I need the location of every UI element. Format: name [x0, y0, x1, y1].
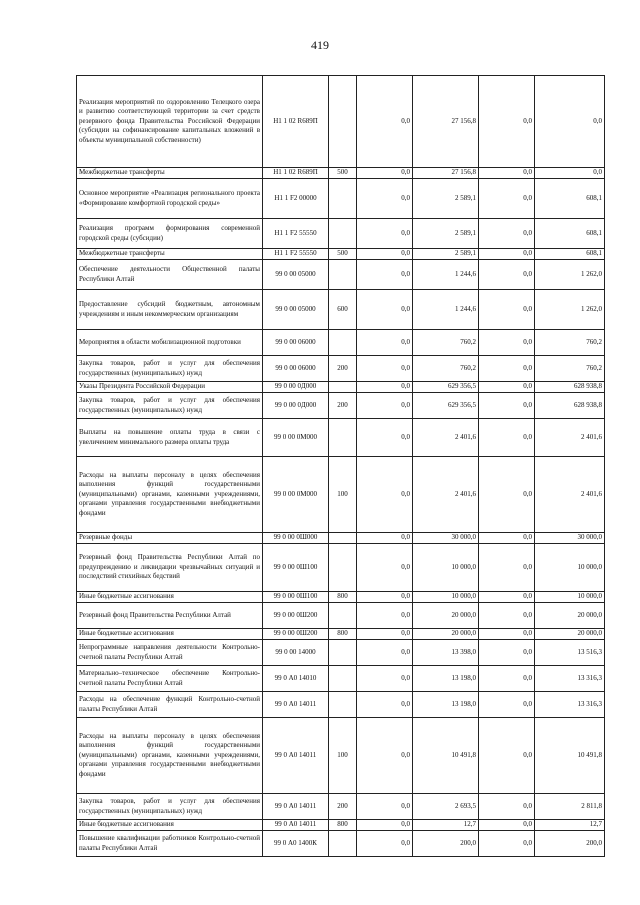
- row-name: Реализация мероприятий по оздоровлению Телецкого озера и развитию соответствующей территории за счет средств резервного фонда Правительства Российской Федерации (субсидии на софинансирование капитальных вложений в объекты муниципальной собственности): [77, 76, 263, 168]
- row-value-2: 27 156,8: [413, 168, 479, 179]
- row-expense-type: 800: [329, 629, 357, 640]
- row-value-3: 0,0: [479, 629, 535, 640]
- page-number: 419: [311, 38, 329, 52]
- row-name: Указы Президента Российской Федерации: [77, 382, 263, 393]
- row-name: Обеспечение деятельности Общественной палаты Республики Алтай: [77, 260, 263, 290]
- row-value-3: 0,0: [479, 640, 535, 666]
- row-value-2: 10 000,0: [413, 592, 479, 603]
- table-row: [77, 382, 605, 393]
- row-value-1: 0,0: [357, 249, 413, 260]
- row-value-3: 0,0: [479, 260, 535, 290]
- row-code: Н1 1 F2 55550: [263, 219, 329, 249]
- table-row: [77, 457, 605, 533]
- row-value-2: 2 589,1: [413, 219, 479, 249]
- row-value-4: 13 316,3: [535, 692, 605, 718]
- row-expense-type: [329, 219, 357, 249]
- row-value-1: 0,0: [357, 794, 413, 820]
- row-value-4: 13 316,3: [535, 666, 605, 692]
- row-value-3: 0,0: [479, 457, 535, 533]
- row-value-4: 628 938,8: [535, 393, 605, 419]
- row-value-3: 0,0: [479, 219, 535, 249]
- row-value-1: 0,0: [357, 219, 413, 249]
- row-code: 99 0 00 05000: [263, 290, 329, 330]
- row-value-2: 2 589,1: [413, 249, 479, 260]
- row-value-2: 13 198,0: [413, 666, 479, 692]
- row-name: Мероприятия в области мобилизационной подготовки: [77, 330, 263, 356]
- row-value-3: 0,0: [479, 533, 535, 544]
- row-value-1: 0,0: [357, 533, 413, 544]
- row-value-2: 760,2: [413, 330, 479, 356]
- row-value-4: 30 000,0: [535, 533, 605, 544]
- row-value-3: 0,0: [479, 820, 535, 831]
- row-code: 99 0 А0 14011: [263, 718, 329, 794]
- row-code: Н1 1 F2 55550: [263, 249, 329, 260]
- budget-table: [76, 75, 605, 857]
- row-value-2: 629 356,5: [413, 393, 479, 419]
- row-value-2: 20 000,0: [413, 629, 479, 640]
- row-value-1: 0,0: [357, 290, 413, 330]
- row-value-2: 760,2: [413, 356, 479, 382]
- row-expense-type: 200: [329, 393, 357, 419]
- row-value-3: 0,0: [479, 666, 535, 692]
- row-code: 99 0 00 05000: [263, 260, 329, 290]
- row-value-1: 0,0: [357, 666, 413, 692]
- row-value-4: 0,0: [535, 168, 605, 179]
- row-name: Резервные фонды: [77, 533, 263, 544]
- row-value-1: 0,0: [357, 629, 413, 640]
- row-value-4: 760,2: [535, 330, 605, 356]
- row-code: 99 0 А0 14011: [263, 794, 329, 820]
- row-code: 99 0 00 0М000: [263, 457, 329, 533]
- row-name: Расходы на выплаты персоналу в целях обеспечения выполнения функций государственными (муниципальными) органами, казенными учреждениями, органами управления государственными внебюджетными фондами: [77, 457, 263, 533]
- row-value-4: 608,1: [535, 219, 605, 249]
- row-value-2: 30 000,0: [413, 533, 479, 544]
- row-code: 99 0 А0 14011: [263, 692, 329, 718]
- table-row: [77, 640, 605, 666]
- row-value-4: 20 000,0: [535, 629, 605, 640]
- row-value-1: 0,0: [357, 640, 413, 666]
- row-value-4: 13 516,3: [535, 640, 605, 666]
- row-code: 99 0 00 0Ш200: [263, 603, 329, 629]
- row-code: 99 0 А0 14011: [263, 820, 329, 831]
- row-code: 99 0 00 0Ш200: [263, 629, 329, 640]
- row-name: Непрограммные направления деятельности Контрольно-счетной палаты Республики Алтай: [77, 640, 263, 666]
- row-value-4: 760,2: [535, 356, 605, 382]
- row-name: Выплаты на повышение оплаты труда в связи с увеличением минимального размера оплаты труда: [77, 419, 263, 457]
- row-expense-type: [329, 382, 357, 393]
- row-value-2: 1 244,6: [413, 260, 479, 290]
- table-row: [77, 544, 605, 592]
- table-row: [77, 794, 605, 820]
- row-expense-type: 800: [329, 592, 357, 603]
- row-value-1: 0,0: [357, 457, 413, 533]
- row-value-1: 0,0: [357, 692, 413, 718]
- table-body: [77, 76, 605, 857]
- row-name: Повышение квалификации работников Контрольно-счетной палаты Республики Алтай: [77, 831, 263, 857]
- row-value-3: 0,0: [479, 382, 535, 393]
- table-row: [77, 356, 605, 382]
- row-code: 99 0 00 0Д000: [263, 393, 329, 419]
- row-expense-type: [329, 544, 357, 592]
- row-name: Предоставление субсидий бюджетным, автономным учреждениям и иным некоммерческим организациям: [77, 290, 263, 330]
- row-value-4: 200,0: [535, 831, 605, 857]
- row-value-4: 2 401,6: [535, 419, 605, 457]
- row-expense-type: 600: [329, 290, 357, 330]
- row-code: 99 0 00 06000: [263, 330, 329, 356]
- row-value-3: 0,0: [479, 290, 535, 330]
- row-value-2: 2 693,5: [413, 794, 479, 820]
- row-expense-type: [329, 179, 357, 219]
- row-value-2: 200,0: [413, 831, 479, 857]
- row-value-2: 2 401,6: [413, 419, 479, 457]
- row-value-2: 629 356,5: [413, 382, 479, 393]
- table-row: [77, 179, 605, 219]
- row-code: Н1 1 02 R689П: [263, 76, 329, 168]
- table-row: [77, 419, 605, 457]
- row-value-1: 0,0: [357, 419, 413, 457]
- table-row: [77, 718, 605, 794]
- row-name: Межбюджетные трансферты: [77, 168, 263, 179]
- row-expense-type: [329, 692, 357, 718]
- row-value-3: 0,0: [479, 393, 535, 419]
- row-code: Н1 1 02 R689П: [263, 168, 329, 179]
- table-row: [77, 629, 605, 640]
- row-value-2: 1 244,6: [413, 290, 479, 330]
- row-expense-type: [329, 330, 357, 356]
- row-value-2: 10 491,8: [413, 718, 479, 794]
- row-value-1: 0,0: [357, 76, 413, 168]
- row-value-2: 27 156,8: [413, 76, 479, 168]
- row-name: Резервный фонд Правительства Республики Алтай: [77, 603, 263, 629]
- row-expense-type: 200: [329, 794, 357, 820]
- row-value-2: 13 198,0: [413, 692, 479, 718]
- row-code: 99 0 А0 14010: [263, 666, 329, 692]
- row-name: Расходы на обеспечение функций Контрольно-счетной палаты Республики Алтай: [77, 692, 263, 718]
- row-name: Материально–техническое обеспечение Контрольно-счетной палаты Республики Алтай: [77, 666, 263, 692]
- row-expense-type: [329, 666, 357, 692]
- row-value-4: 1 262,0: [535, 290, 605, 330]
- row-value-3: 0,0: [479, 356, 535, 382]
- row-name: Иные бюджетные ассигнования: [77, 629, 263, 640]
- row-value-3: 0,0: [479, 603, 535, 629]
- row-expense-type: 500: [329, 168, 357, 179]
- table-row: [77, 249, 605, 260]
- row-expense-type: [329, 640, 357, 666]
- row-value-3: 0,0: [479, 419, 535, 457]
- row-name: Закупка товаров, работ и услуг для обеспечения государственных (муниципальных) нужд: [77, 356, 263, 382]
- row-value-1: 0,0: [357, 393, 413, 419]
- row-expense-type: [329, 831, 357, 857]
- row-value-2: 12,7: [413, 820, 479, 831]
- row-expense-type: [329, 419, 357, 457]
- row-code: 99 0 00 06000: [263, 356, 329, 382]
- row-value-1: 0,0: [357, 356, 413, 382]
- row-value-1: 0,0: [357, 260, 413, 290]
- row-value-4: 628 938,8: [535, 382, 605, 393]
- row-expense-type: 500: [329, 249, 357, 260]
- row-value-3: 0,0: [479, 179, 535, 219]
- row-value-3: 0,0: [479, 330, 535, 356]
- row-name: Реализация программ формирования современной городской среды (субсидии): [77, 219, 263, 249]
- row-value-3: 0,0: [479, 76, 535, 168]
- row-code: 99 0 00 0Ш000: [263, 533, 329, 544]
- row-value-1: 0,0: [357, 820, 413, 831]
- row-expense-type: [329, 260, 357, 290]
- row-value-1: 0,0: [357, 592, 413, 603]
- table-row: [77, 692, 605, 718]
- row-value-4: 10 491,8: [535, 718, 605, 794]
- row-expense-type: 100: [329, 457, 357, 533]
- row-value-3: 0,0: [479, 794, 535, 820]
- row-expense-type: 100: [329, 718, 357, 794]
- row-value-3: 0,0: [479, 544, 535, 592]
- row-value-1: 0,0: [357, 603, 413, 629]
- row-name: Резервный фонд Правительства Республики Алтай по предупреждению и ликвидации чрезвычайных ситуаций и последствий стихийных бедствий: [77, 544, 263, 592]
- row-value-4: 0,0: [535, 76, 605, 168]
- row-value-1: 0,0: [357, 330, 413, 356]
- table-row: [77, 820, 605, 831]
- row-value-4: 12,7: [535, 820, 605, 831]
- row-value-2: 10 000,0: [413, 544, 479, 592]
- row-name: Основное мероприятие «Реализация регионального проекта «Формирование комфортной городской среды»: [77, 179, 263, 219]
- table-row: [77, 168, 605, 179]
- row-value-3: 0,0: [479, 692, 535, 718]
- row-name: Иные бюджетные ассигнования: [77, 592, 263, 603]
- row-value-3: 0,0: [479, 168, 535, 179]
- row-value-4: 608,1: [535, 249, 605, 260]
- row-value-2: 13 398,0: [413, 640, 479, 666]
- row-value-1: 0,0: [357, 382, 413, 393]
- row-value-1: 0,0: [357, 168, 413, 179]
- table-row: [77, 603, 605, 629]
- table-row: [77, 393, 605, 419]
- row-value-4: 20 000,0: [535, 603, 605, 629]
- row-value-4: 10 000,0: [535, 592, 605, 603]
- row-code: 99 0 00 0Ш100: [263, 544, 329, 592]
- row-expense-type: 800: [329, 820, 357, 831]
- row-value-4: 10 000,0: [535, 544, 605, 592]
- table-row: [77, 666, 605, 692]
- row-value-4: 2 401,6: [535, 457, 605, 533]
- table-row: [77, 290, 605, 330]
- row-value-3: 0,0: [479, 592, 535, 603]
- row-expense-type: [329, 76, 357, 168]
- row-name: Расходы на выплаты персоналу в целях обеспечения выполнения функций государственными (муниципальными) органами, казенными учреждениями, органами управления государственными внебюджетными фондами: [77, 718, 263, 794]
- row-value-1: 0,0: [357, 718, 413, 794]
- row-value-4: 2 811,8: [535, 794, 605, 820]
- row-expense-type: 200: [329, 356, 357, 382]
- row-code: 99 0 00 14000: [263, 640, 329, 666]
- row-code: 99 0 00 0Д000: [263, 382, 329, 393]
- table-row: [77, 592, 605, 603]
- row-value-1: 0,0: [357, 831, 413, 857]
- row-name: Иные бюджетные ассигнования: [77, 820, 263, 831]
- row-name: Межбюджетные трансферты: [77, 249, 263, 260]
- row-name: Закупка товаров, работ и услуг для обеспечения государственных (муниципальных) нужд: [77, 393, 263, 419]
- row-value-4: 1 262,0: [535, 260, 605, 290]
- row-expense-type: [329, 533, 357, 544]
- table-row: [77, 831, 605, 857]
- row-code: Н1 1 F2 00000: [263, 179, 329, 219]
- row-value-3: 0,0: [479, 249, 535, 260]
- row-value-3: 0,0: [479, 831, 535, 857]
- row-value-2: 2 589,1: [413, 179, 479, 219]
- table-row: [77, 219, 605, 249]
- row-value-1: 0,0: [357, 179, 413, 219]
- row-code: 99 0 00 0М000: [263, 419, 329, 457]
- row-code: 99 0 А0 1400К: [263, 831, 329, 857]
- table-row: [77, 76, 605, 168]
- row-value-2: 2 401,6: [413, 457, 479, 533]
- table-row: [77, 533, 605, 544]
- row-value-4: 608,1: [535, 179, 605, 219]
- row-expense-type: [329, 603, 357, 629]
- row-name: Закупка товаров, работ и услуг для обеспечения государственных (муниципальных) нужд: [77, 794, 263, 820]
- table-row: [77, 260, 605, 290]
- row-value-3: 0,0: [479, 718, 535, 794]
- row-value-1: 0,0: [357, 544, 413, 592]
- row-code: 99 0 00 0Ш100: [263, 592, 329, 603]
- row-value-2: 20 000,0: [413, 603, 479, 629]
- table-row: [77, 330, 605, 356]
